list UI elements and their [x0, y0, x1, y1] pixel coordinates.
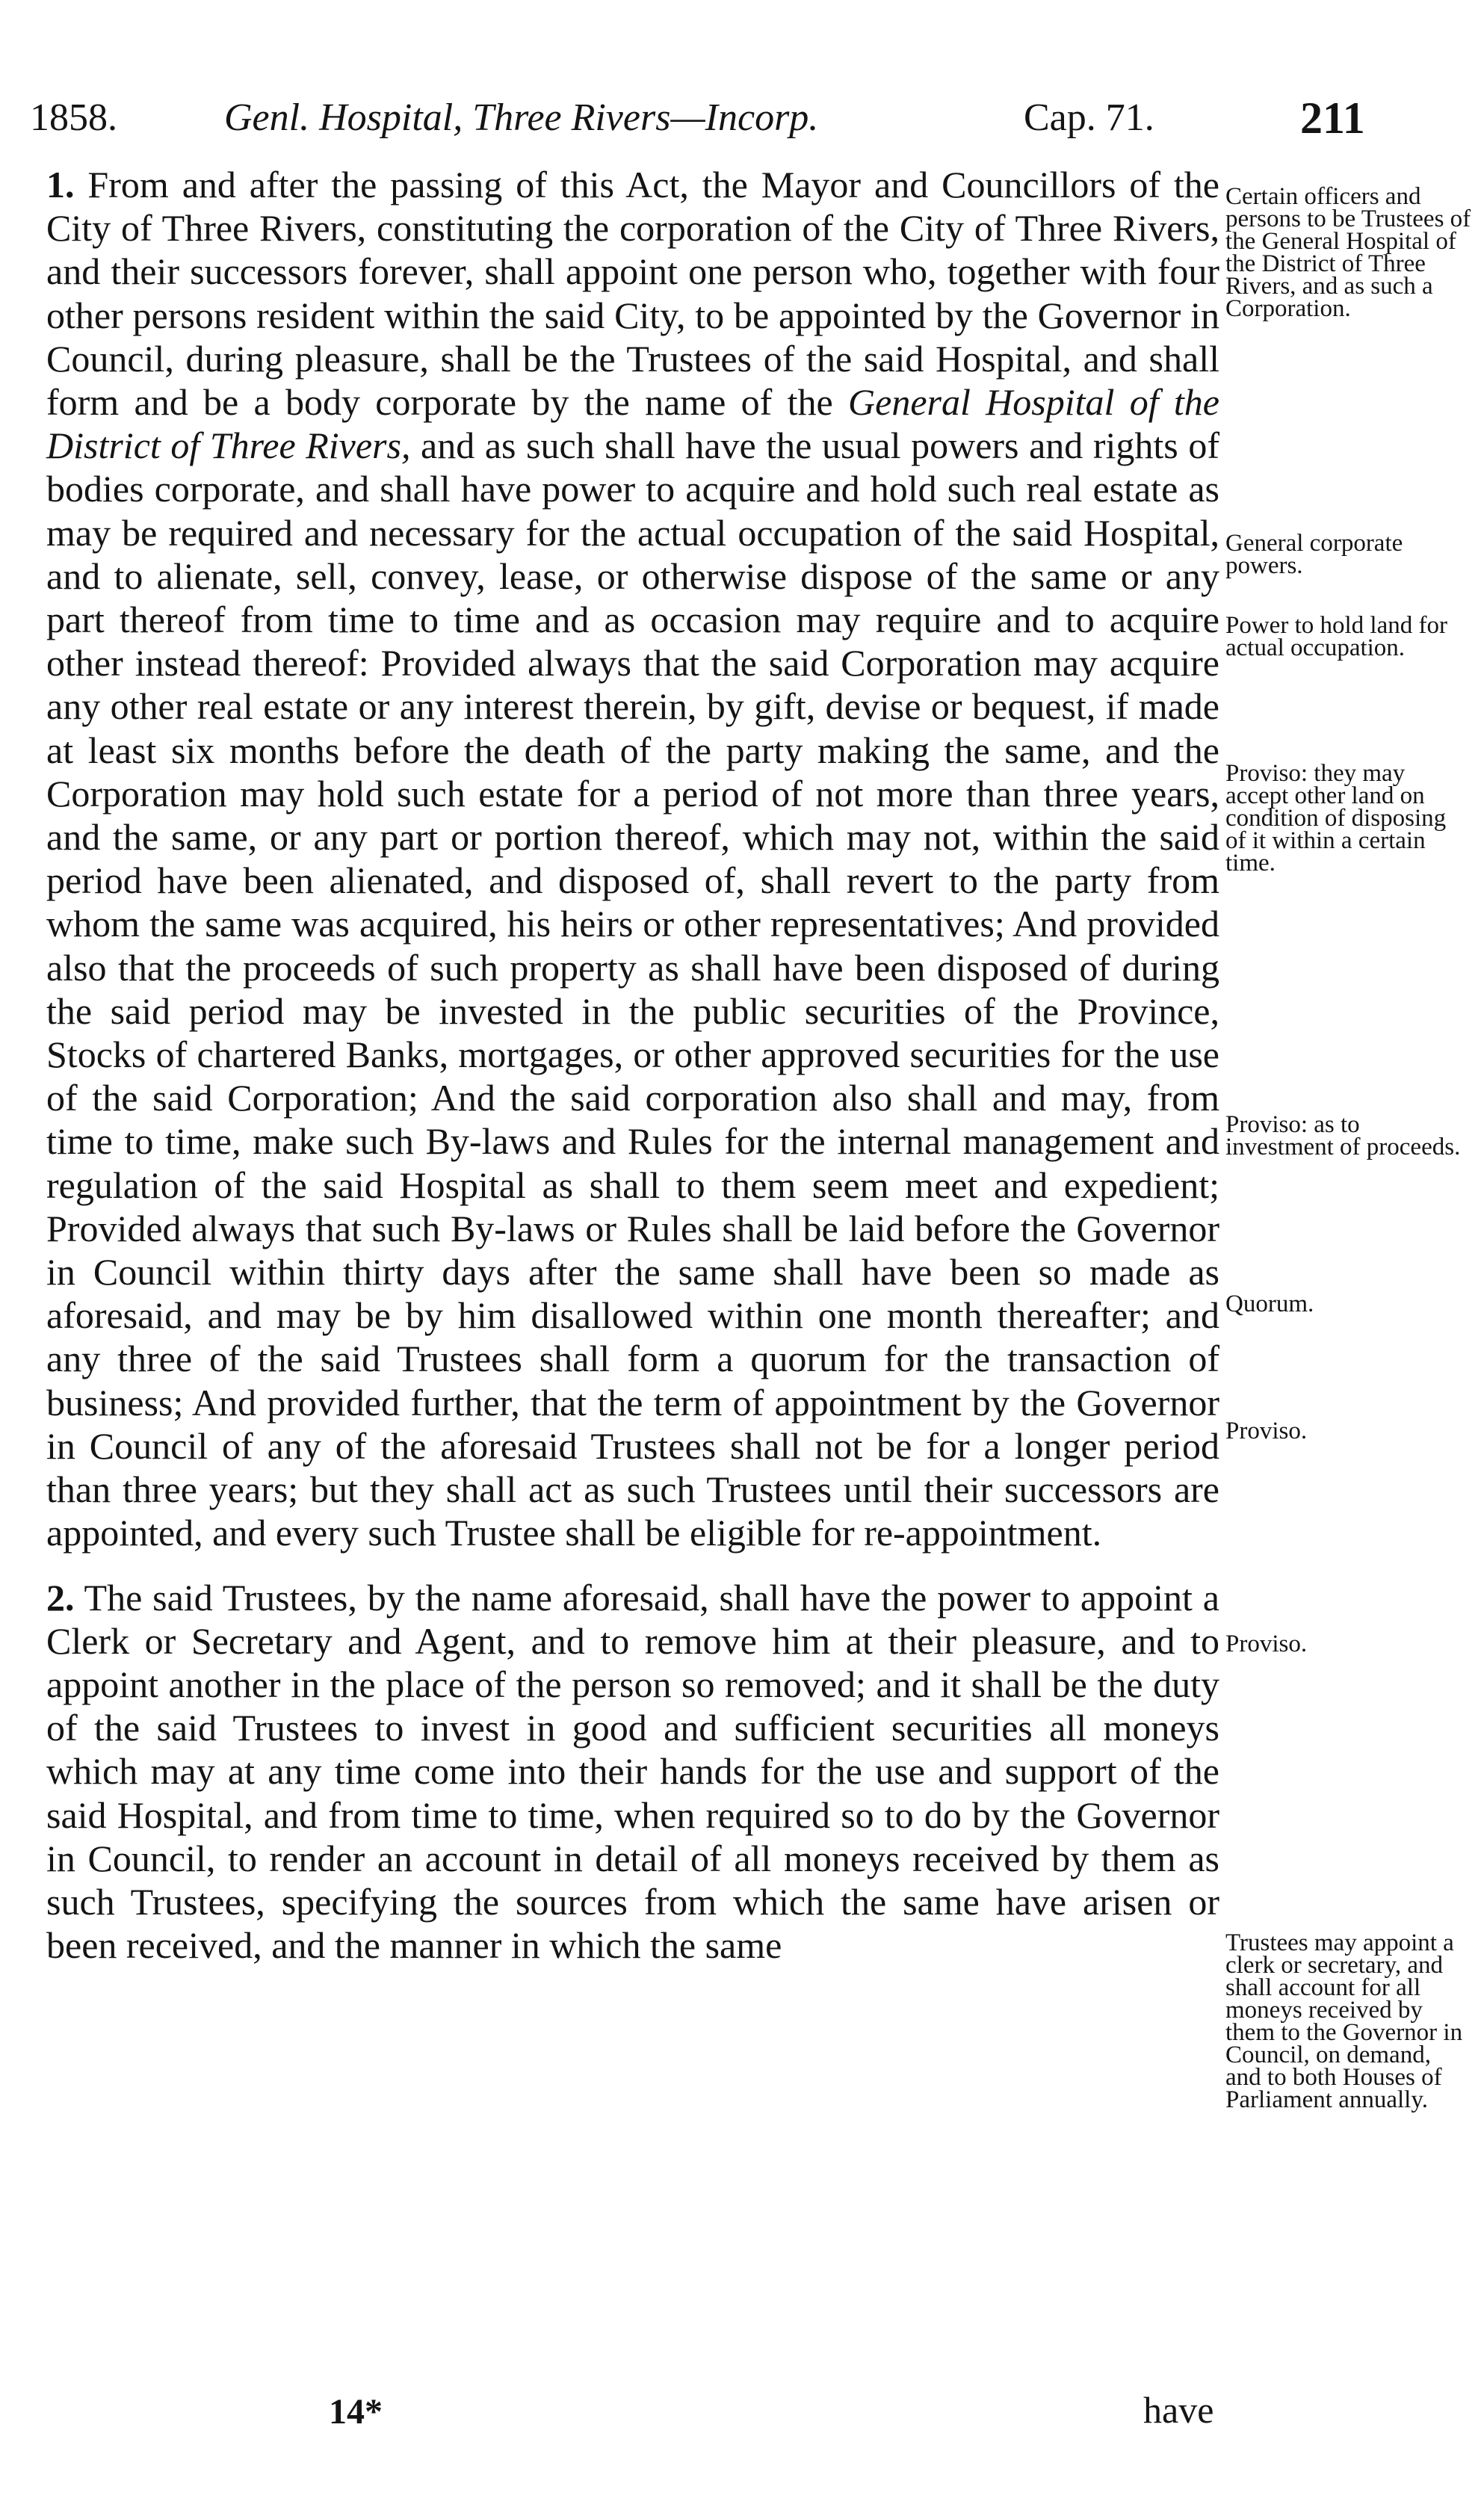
header-title: Genl. Hospital, Three Rivers—Incorp. — [224, 96, 819, 139]
signature-mark: 14* — [329, 2392, 383, 2432]
corporation-name: General Hospital of the District of Three Rivers, — [46, 381, 1219, 467]
main-text — [46, 163, 1219, 1967]
marginal-note: Proviso: as to investment of proceeds. — [1225, 1111, 1461, 1160]
section-text: The said Trustees, by the name aforesaid, shall have the power to appoint a Clerk or Secretary and Agent, and to remove him at their pleasure, and to appoint another in the place of the person so removed; and it shall be the duty of the said Trustees to invest in good and sufficient securities all moneys which may at any time come into their hands for the use and support of the said Hospital, and from time to time, when required so to do by the Governor in Council, to render an account in detail of all moneys received by them as such Trustees, specifying the sources from which the same have arisen or been received, and the manner in which the same — [46, 1576, 1219, 1967]
marginal-note: Proviso. — [1225, 1418, 1308, 1444]
header-chapter: Cap. 71. — [1024, 96, 1154, 139]
section-text: From and after the passing of this Act, the Mayor and Councillors of the City of Three Rivers, constituting the corporation of the City of Three Rivers, and their successors forever, shall appoint one person who, together with four other persons resident within the said City, to be appointed by the Governor in Council, during pleasure, shall be the Trustees of the said Hospital, and shall form and be a body corporate by the name of the — [46, 164, 1219, 424]
marginal-note: Certain officers and persons to be Trustees of the General Hospital of the District of Three Rivers, and as such a Corporation. — [1225, 183, 1471, 322]
page-number: 211 — [1300, 93, 1365, 143]
marginal-note: Trustees may appoint a clerk or secretary, and shall account for all moneys received by them to the Governor in Council, on demand, and to both Houses of Parliament annually. — [1225, 1929, 1463, 2113]
marginal-note: Quorum. — [1225, 1291, 1314, 1317]
catchword: have — [1143, 2389, 1214, 2431]
section-text: and as such shall have the usual powers and rights of bodies corporate, and shall have power to acquire and hold such real estate as may be required and necessary for the actual occupation of the said Hospital, and to alienate, sell, convey, lease, or otherwise dispose of the same or any part thereof from time to time and as occasion may require and to acquire other instead thereof: Provided always that the said Corporation may acquire any other real estate or any interest therein, by gift, devise or bequest, if made at least six months before the death of the party making the same, and the Corporation may hold such estate for a period of not more than three years, and the same, or any part or portion thereof, which may not, within the said period have been alienated, and disposed of, shall revert to the party from whom the same was acquired, his heirs or other representatives; And provided also that the proceeds of such property as shall have been disposed of during the said period may be invested in the public securities of the Province, Stocks of chartered Banks, mortgages, or other approved securities for the use of the said Corporation; And the said corporation also shall and may, from time to time, make such By-laws and Rules for the internal management and regulation of the said Hospital as shall to them seem meet and expedient; Provided always that such By-laws or Rules shall be laid before the Governor in Council within thirty days after the same shall have been so made as aforesaid, and may be by him disallowed within one month thereafter; and any three of the said Trustees shall form a quorum for the transaction of business; And provided further, that the term of appointment by the Governor in Council of any of the aforesaid Trustees shall not be for a longer period than three years; but they shall act as such Trustees until their successors are appointed, and every such Trustee shall be eligible for re-appointment. — [46, 424, 1219, 1554]
section-number: 2. — [46, 1576, 75, 1619]
marginal-note: Power to hold land for actual occupation. — [1225, 612, 1447, 661]
section-1 — [46, 163, 1219, 1555]
header-year: 1858. — [30, 96, 117, 139]
marginal-note: Proviso: they may accept other land on condition of disposing of it within a certain time. — [1225, 760, 1447, 877]
section-number: 1. — [46, 164, 75, 205]
running-header — [30, 88, 1420, 148]
marginal-note: General corporate powers. — [1225, 530, 1403, 579]
section-2 — [46, 1576, 1219, 1968]
marginal-note: Proviso. — [1225, 1631, 1308, 1657]
